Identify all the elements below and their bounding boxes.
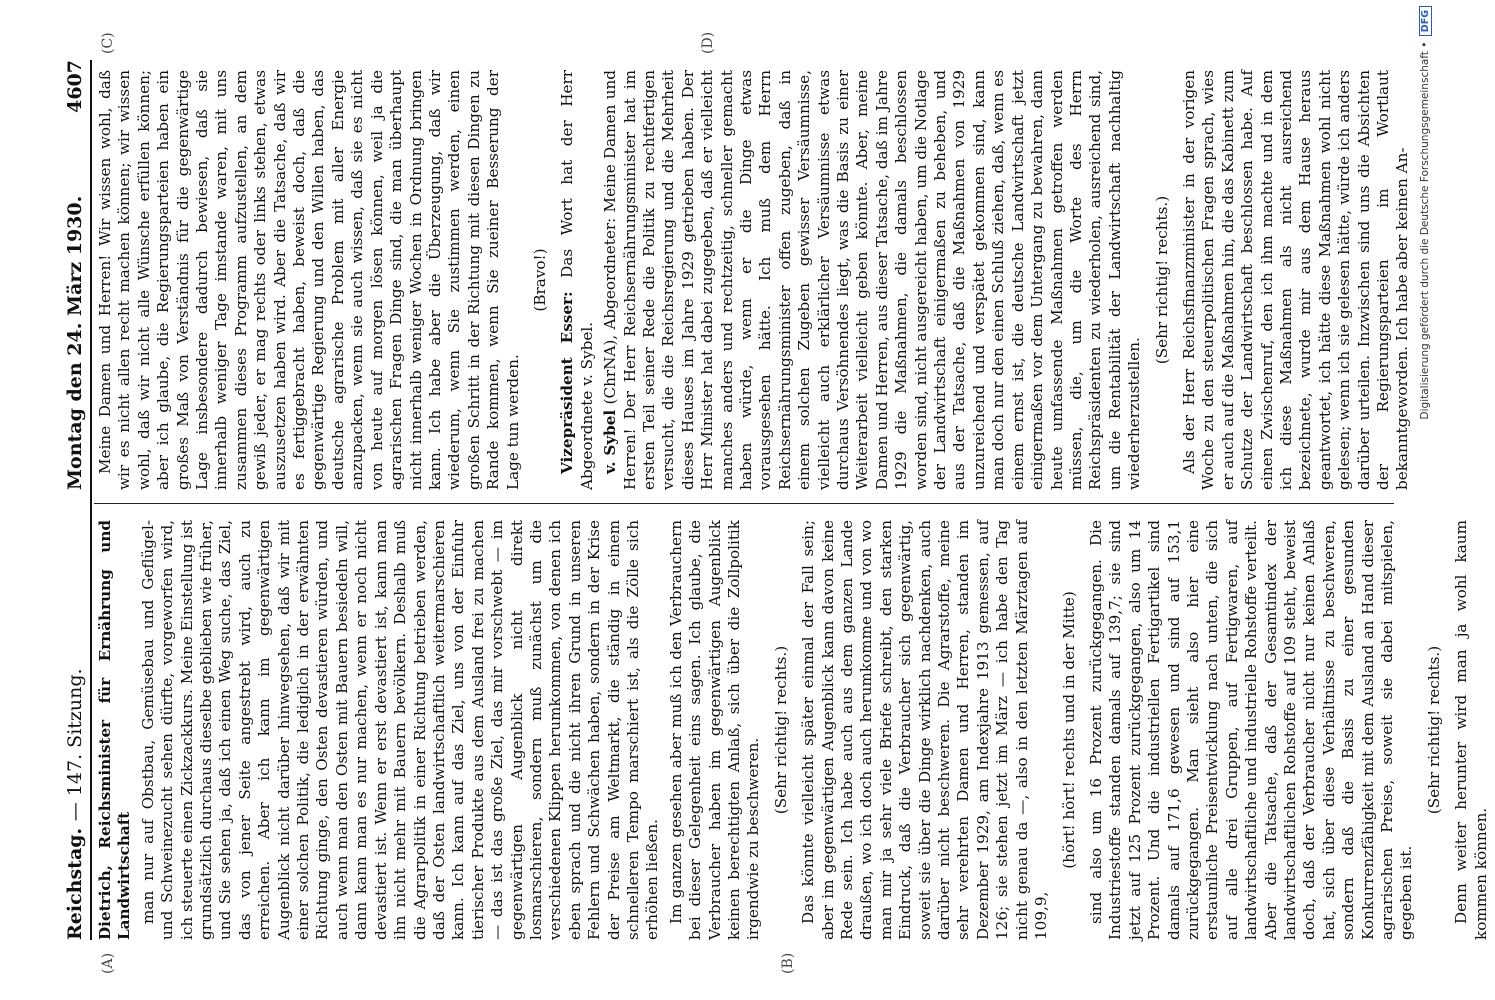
- column-divider: [94, 503, 1394, 504]
- header-rule: [90, 60, 92, 940]
- right-column: [96, 70, 1417, 490]
- header-title: Reichstag.: [64, 827, 86, 940]
- speaker-label: Dietrich, Reichsminister für Ernährung und Landwirtschaft: [96, 520, 134, 940]
- left-paragraph-3: Das könnte vielleicht später einmal der Fall sein; aber im gegenwärtigen Augenblick kann davon keine Rede sein. Ich habe auch aus dem ganzen Lande draußen, wo ich doch auch herumkomme und von wo man mir ja sehr viele Briefe schreibt, den starken Eindruck, daß die Verbraucher sich gegenwärtig, soweit sie über die Dinge wirklich nachdenken, auch darüber nicht beschweren. Die Agrarstoffe, meine sehr verehrten Damen und Herren, standen im Dezember 1929, am Indexjahre 1913 gemessen, auf 126; sie stehen jetzt im März — ich habe den Tag nicht genau da —, also in den letzten Märztagen auf 109,9,: [799, 520, 1051, 940]
- margin-mark-a: (A): [100, 952, 116, 974]
- right-paragraph-3: [601, 70, 1144, 490]
- margin-mark-d: (D): [700, 31, 716, 54]
- speaker-sybel-label: v. Sybel: [601, 409, 620, 474]
- header-date: Montag den 24. März 1930.: [64, 195, 86, 490]
- header-session: — 147. Sitzung.: [64, 668, 86, 822]
- right-interjection-1: (Bravo!): [530, 248, 549, 312]
- left-paragraph-2: Im ganzen gesehen aber muß ich den Verbrauchern bei dieser Gelegenheit eins sagen. Ich glaube, die Verbraucher haben im gegenwärtigen Augenblick keinen berechtigten Anlaß, sich über die Zollpolitik irgendwie zu beschweren.: [666, 520, 763, 940]
- left-paragraph-5: Denn weiter herunter wird man ja wohl kaum kommen können.: [1452, 520, 1490, 940]
- dfg-logo: DFG: [1419, 6, 1432, 36]
- right-paragraph-2: [558, 70, 597, 490]
- margin-mark-c: (C): [100, 32, 116, 54]
- right-interjection-2: (Sehr richtig! rechts.): [1152, 195, 1171, 365]
- page-header: [60, 60, 90, 940]
- speaker-sybel-text: (ChrNA), Abgeordneter: Meine Damen und Herren! Der Herr Reichsernährungsminister hat im ersten Teil seiner Rede die Politik zu rechtfertigen versucht, die die Reichsregierung und die Mehrheit dieses Hauses im Jahre 1929 getrieben haben. Der Herr Minister hat dabei zugegeben, daß er vielleicht manches anders und rechtzeitig, schneller gemacht haben würde, wenn er die Dinge etwas vorausgesehen hätte. Ich muß dem Herrn Reichsernährungsminister offen zugeben, daß in einem solchen Zugeben gewisser Versäumnisse, vielleicht auch erklärlicher Versäumnisse etwas durchaus Versöhnendes liegt, was die Basis zu einer Weiterarbeit vielleicht geben könnte. Aber, meine Damen und Herren, aus dieser Tatsache, daß im Jahre 1929 die Maßnahmen, die damals beschlossen worden sind, nicht ausgereicht haben, um die Notlage der Landwirtschaft einigermaßen zu beheben, und aus der Tatsache, daß die Maßnahmen von 1929 unzureichend und verspätet gekommen sind, kann man doch nur den einen Schluß ziehen, daß, wenn es einem ernst ist, die deutsche Landwirtschaft jetzt einigermaßen vor dem Untergang zu bewahren, dann heute umfassende Maßnahmen getroffen werden müssen, die, um die Worte des Herrn Reichspräsidenten zu wiederholen, ausreichend sind, um die Rentabilität der Landwirtschaft nachhaltig wiederherzustellen.: [601, 69, 1144, 490]
- funding-note: Digitalisierung gefördert durch die Deutsche Forschungsgemeinschaft •: [1419, 41, 1431, 420]
- left-paragraph-4: sind also um 16 Prozent zurückgegangen. Die Industriestoffe standen damals auf 139,7; sie sind jetzt auf 125 Prozent zurückgegangen, also um 14 Prozent. Und die industriellen Fertigartikel sind damals auf 171,6 gewesen und sind auf 153,1 zurückgegangen. Man sieht also hier eine erstaunliche Preisentwicklung nach unten, die sich auf alle drei Gruppen, auf Fertigwaren, auf landwirtschaftliche und industrielle Rohstoffe verteilt. Aber die Tatsache, daß der Gesamtindex der landwirtschaftlichen Rohstoffe auf 109 steht, beweist doch, daß der Verbraucher nicht nur keinen Anlaß hat, sich über diese Verhältnisse zu beschweren, sondern daß die Basis zu einer gesunden Konkurrenzfähigkeit mit dem Ausland an Hand dieser agrarischen Preise, soweit sie dabei mitspielen, gegeben ist.: [1086, 520, 1416, 940]
- page-number: 4607: [64, 60, 86, 113]
- vice-president-label: Vizepräsident Esser:: [558, 291, 577, 474]
- right-paragraph-4: Als der Herr Reichsfinanzminister in der vorigen Woche zu den steuerpolitischen Fragen sprach, wies er auch auf die Maßnahmen hin, die das Kabinett zum Schutze der Landwirtschaft beschlossen habe. Auf einen Zwischenruf, den ich ihm machte und in dem ich diese Maßnahmen als nicht ausreichend bezeichnete, wurde mir aus dem Hause heraus geantwortet, ich hätte diese Maßnahmen wohl nicht gelesen; wenn ich sie gelesen hätte, würde ich anders darüber urteilen. Inzwischen sind uns die Absichten der Regierungsparteien im Wortlaut bekanntgeworden. Ich habe aber keinen An-: [1179, 70, 1412, 490]
- left-interjection-2: (hört! hört! rechts und in der Mitte): [1059, 591, 1078, 869]
- left-interjection-1: (Sehr richtig! rechts.): [771, 645, 790, 815]
- digitization-notice: [1418, 6, 1432, 696]
- left-speaker-line: [96, 520, 135, 940]
- left-column: [96, 520, 1495, 940]
- left-paragraph-1: man nur auf Obstbau, Gemüsebau und Geflügel- und Schweinezucht sehen dürfte, vorgeworfen wird, ich steuerte einen Zickzackkurs. Meine Einstellung ist grundsätzlich durchaus dieselbe geblieben wie früher, und Sie sehen ja, daß ich einen Weg suche, das Ziel, das von jener Seite angestrebt wird, auch zu erreichen. Aber ich kann im gegenwärtigen Augenblick nicht darüber hinwegsehen, daß wir mit einer solchen Politik, die lediglich in der erwähnten Richtung ginge, den Osten devastieren würden, und auch wenn man den Osten mit Bauern besiedeln will, dann kann man es nur machen, wenn er noch nicht devastiert ist. Wenn er erst devastiert ist, kann man ihn nicht mehr mit Bauern bevölkern. Deshalb muß die Agrarpolitik in einer Richtung betrieben werden, daß der Osten landwirtschaftlich weitermarschieren kann. Ich kann auf das Ziel, uns von der Einfuhr tierischer Produkte aus dem Ausland frei zu machen — das ist das große Ziel, das mir vorschwebt — im gegenwärtigen Augenblick nicht direkt losmarschieren, sondern muß zunächst um die verschiedenen Klippen herumkommen, von denen ich eben sprach und die nicht ihren Grund in unseren Fehlern und Schwächen haben, sondern in der Krise der Preise am Weltmarkt, die ständig in einem schnelleren Tempo marschiert ist, als die Zölle sich erhöhen ließen.: [138, 520, 662, 940]
- header-left: [64, 668, 86, 940]
- vice-president-text: Das Wort hat der Herr Abgeordnete v. Sybel.: [558, 70, 596, 490]
- margin-mark-b: (B): [780, 952, 796, 974]
- left-interjection-3: (Sehr richtig! rechts.): [1424, 645, 1443, 815]
- right-paragraph-1: Meine Damen und Herren! Wir wissen wohl, daß wir es nicht allen recht machen können; wir wissen wohl, daß wir nicht alle Wünsche erfüllen können; aber ich glaube, die Regierungsparteien haben ein großes Maß von Verständnis für die gegenwärtige Lage insbesondere dadurch bewiesen, daß sie innerhalb weniger Tage imstande waren, mit uns zusammen dieses Programm aufzustellen, an dem gewiß jeder, er mag rechts oder links stehen, etwas auszusetzen haben wird. Aber die Tatsache, daß wir es fertiggebracht haben, beweist doch, daß die gegenwärtige Regierung und den Willen haben, das deutsche agrarische Problem mit aller Energie anzupacken, wenn sie auch wissen, daß sie es nicht von heute auf morgen lösen können, weil ja die agrarischen Fragen Dinge sind, die man überhaupt nicht innerhalb weniger Wochen in Ordnung bringen kann. Ich habe aber die Überzeugung, daß wir wiederum, wenn Sie zustimmen werden, einen großen Schritt in der Richtung mit diesen Dingen zu Rande kommen, wenn Sie zueiner Besserung der Lage tun werden.: [96, 70, 522, 490]
- digitization-notice-text: [1418, 6, 1432, 696]
